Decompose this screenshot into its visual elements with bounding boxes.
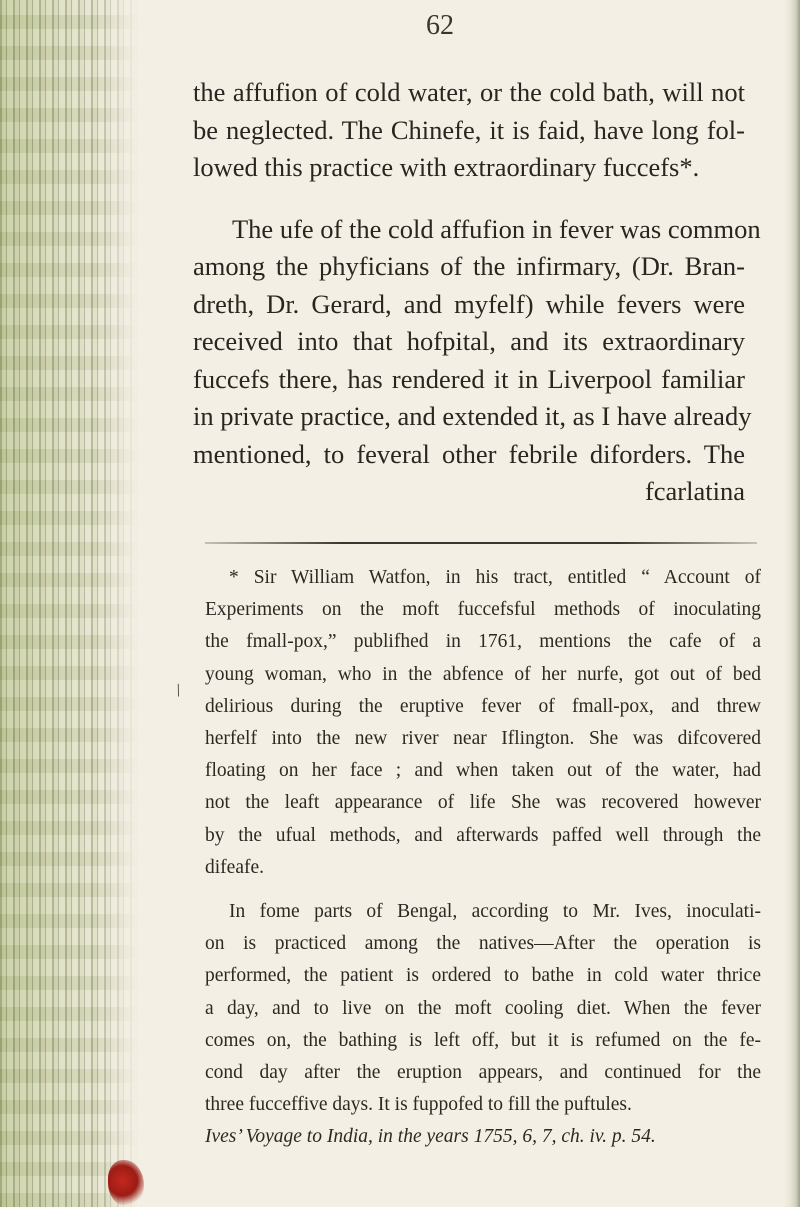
- main-text-block: [193, 74, 761, 511]
- page-number: 62: [426, 10, 454, 41]
- footnote-paragraph-1: [205, 562, 761, 884]
- footnote-line-13: performed, the patient is ordered to bathe in cold water thrice: [205, 965, 761, 987]
- footnote-line-5: delirious during the eruptive fever of fmall-pox, and threw: [205, 695, 761, 717]
- footnote-paragraph-2: [205, 896, 761, 1154]
- footnote-line-10: difeafe.: [205, 856, 264, 878]
- footnote-line-11: In fome parts of Bengal, according to Mr. Ives, inoculati-: [229, 901, 761, 923]
- main-line-8: fuccefs there, has rendered it in Liverpool familiar: [193, 363, 745, 394]
- main-line-6: dreth, Dr. Gerard, and myfelf) while fevers were: [193, 288, 745, 319]
- footnote-line-15: comes on, the bathing is left off, but it is refumed on the fe-: [205, 1029, 761, 1051]
- footnote-line-9: by the ufual methods, and afterwards paffed well through the: [205, 824, 761, 846]
- footnote-block: [205, 562, 761, 1154]
- page-spine-edge: [0, 0, 138, 1207]
- main-paragraph-2: [193, 211, 761, 511]
- main-line-7: received into that hofpital, and its extraordinary: [193, 326, 745, 356]
- footnote-citation: Ives’ Voyage to India, in the years 1755, 6, 7, ch. iv. p. 54.: [205, 1126, 656, 1148]
- main-line-3: lowed this practice with extraordinary fuccefs*.: [193, 152, 700, 182]
- main-line-4: The ufe of the cold affufion in fever was common: [232, 213, 761, 244]
- catchword: fcarlatina: [644, 476, 745, 506]
- page-right-edge: [784, 0, 800, 1207]
- footnote-line-12: on is practiced among the natives—After the operation is: [205, 933, 761, 955]
- main-line-2: be neglected. The Chinefe, it is faid, have long fol-: [193, 114, 745, 145]
- ink-stain: [108, 1160, 144, 1206]
- main-line-10: mentioned, to feveral other febrile diforders. The: [193, 438, 745, 469]
- footnote-line-14: a day, and to live on the moft cooling diet. When the fever: [205, 997, 761, 1019]
- main-line-5: among the phyficians of the infirmary, (Dr. Bran-: [193, 251, 745, 281]
- footnote-line-1: * Sir William Watfon, in his tract, entitled “ Account of: [229, 567, 761, 588]
- footnote-line-17: three fucceffive days. It is fuppofed to fill the puftules.: [205, 1094, 632, 1116]
- main-line-9: in private practice, and extended it, as I have already: [193, 401, 752, 431]
- footnote-line-3: the fmall-pox,” publifhed in 1761, mentions the cafe of a: [205, 631, 761, 653]
- footnote-line-7: floating on her face ; and when taken out of the water, had: [205, 760, 761, 782]
- footnote-line-4: young woman, who in the abfence of her nurfe, got out of bed: [205, 663, 761, 685]
- footnote-line-6: herfelf into the new river near Iflington. She was difcovered: [205, 728, 761, 750]
- main-line-1: the affufion of cold water, or the cold bath, will not: [193, 77, 745, 107]
- footnote-line-8: not the leaft appearance of life She was recovered however: [205, 792, 761, 814]
- footnote-line-16: cond day after the eruption appears, and continued for the: [205, 1062, 761, 1084]
- footnote-divider: [205, 542, 757, 544]
- footnote-line-2: Experiments on the moft fuccefsful methods of inoculating: [205, 599, 761, 621]
- main-paragraph-1: [193, 74, 745, 187]
- margin-mark: /: [172, 679, 185, 701]
